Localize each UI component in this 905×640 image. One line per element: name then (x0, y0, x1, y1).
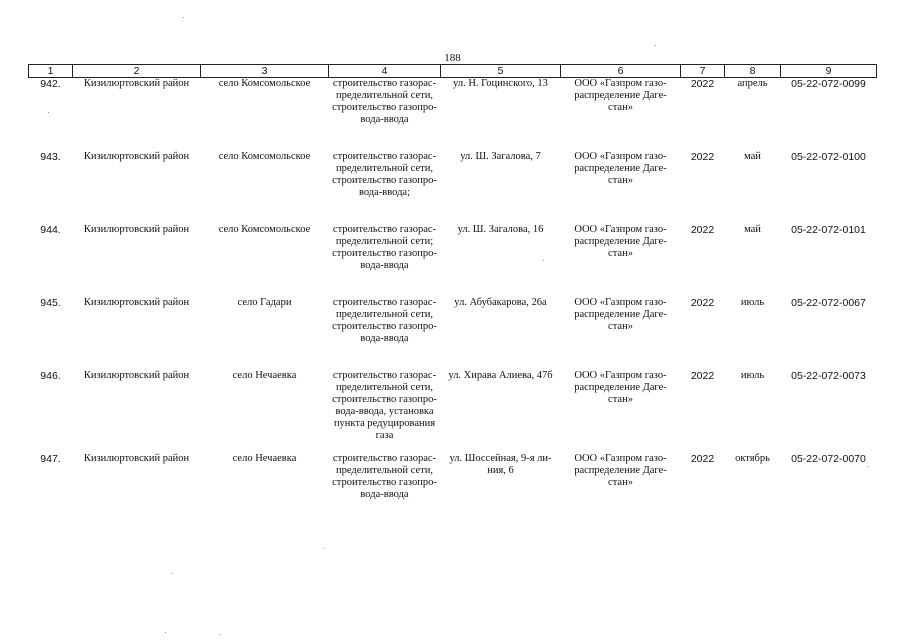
code-cell: 05-22-072-0073 (791, 370, 866, 382)
table-row (29, 78, 877, 152)
month-cell: май (744, 151, 761, 162)
settlement-cell: село Комсомольское (218, 224, 311, 235)
district-cell: Кизилюртовский район (83, 78, 190, 89)
settlement-cell: село Комсомольское (218, 151, 311, 162)
row-number: 943. (40, 151, 61, 163)
district-cell: Кизилюртовский район (83, 151, 190, 162)
scan-speck (172, 573, 173, 574)
month-cell: октябрь (735, 453, 770, 464)
work-cell: строительство газорас-пределительной сети, строительство газопро-вода-ввода (332, 453, 437, 500)
scan-speck (183, 17, 184, 18)
month-cell: май (744, 224, 761, 235)
page-number: 188 (444, 52, 461, 64)
scan-speck (48, 112, 49, 113)
organization-cell: ООО «Газпром газо-распределение Даге-стан» (574, 78, 667, 113)
district-cell: Кизилюртовский район (83, 453, 190, 464)
organization-cell: ООО «Газпром газо-распределение Даге-стан» (574, 297, 667, 332)
column-header: 2 (73, 65, 201, 78)
organization-cell: ООО «Газпром газо-распределение Даге-стан» (574, 370, 667, 405)
settlement-cell: село Комсомольское (218, 78, 311, 89)
table-row (29, 453, 877, 513)
column-header: 9 (781, 65, 877, 78)
address-cell: ул. Абубакарова, 26а (454, 297, 547, 308)
row-number: 942. (40, 78, 61, 90)
code-cell: 05-22-072-0067 (791, 297, 866, 309)
table-row (29, 151, 877, 224)
code-cell: 05-22-072-0101 (791, 224, 866, 236)
scan-speck (323, 548, 324, 549)
scan-speck (220, 634, 221, 635)
organization-cell: ООО «Газпром газо-распределение Даге-стан» (574, 224, 667, 259)
row-number: 945. (40, 297, 61, 309)
code-cell: 05-22-072-0099 (791, 78, 866, 90)
work-cell: строительство газорас-пределительной сети, строительство газопро-вода-ввода; (332, 151, 437, 198)
settlement-cell: село Нечаевка (232, 370, 297, 381)
organization-cell: ООО «Газпром газо-распределение Даге-стан» (574, 151, 667, 186)
work-cell: строительство газорас-пределительной сети, строительство газопро-вода-ввода (332, 78, 437, 125)
work-cell: строительство газорас-пределительной сети; строительство газопро-вода-ввода (332, 224, 437, 271)
district-cell: Кизилюртовский район (83, 297, 190, 308)
work-cell: строительство газорас-пределительной сети, строительство газопро-вода-ввода (332, 297, 437, 344)
settlement-cell: село Гадари (237, 297, 292, 308)
code-cell: 05-22-072-0100 (791, 151, 866, 163)
address-cell: ул. Шоссейная, 9-я ли-ния, 6 (449, 453, 552, 476)
column-header: 1 (29, 65, 73, 78)
column-header: 7 (681, 65, 725, 78)
scan-speck (868, 466, 869, 467)
scan-speck (655, 45, 656, 46)
table-row (29, 297, 877, 370)
work-cell: строительство газорас-пределительной сети, строительство газопро-вода-ввода, установка пункта редуцирования газа (332, 370, 437, 441)
year-cell: 2022 (690, 297, 715, 309)
table-row (29, 370, 877, 453)
column-number-header (29, 65, 877, 78)
table-row (29, 224, 877, 297)
year-cell: 2022 (690, 453, 715, 465)
year-cell: 2022 (690, 370, 715, 382)
address-cell: ул. Ш. Загалова, 16 (457, 224, 544, 235)
address-cell: ул. Ш. Загалова, 7 (460, 151, 541, 162)
district-cell: Кизилюртовский район (83, 370, 190, 381)
gasification-table (28, 64, 877, 513)
column-header: 6 (561, 65, 681, 78)
row-number: 944. (40, 224, 61, 236)
scan-speck (165, 632, 166, 633)
year-cell: 2022 (690, 224, 715, 236)
month-cell: июль (740, 297, 765, 308)
address-cell: ул. Н. Гоцинского, 13 (453, 78, 548, 89)
month-cell: апрель (737, 78, 768, 89)
column-header: 3 (201, 65, 329, 78)
district-cell: Кизилюртовский район (83, 224, 190, 235)
month-cell: июль (740, 370, 765, 381)
column-header: 5 (441, 65, 561, 78)
column-header: 8 (725, 65, 781, 78)
year-cell: 2022 (690, 78, 715, 90)
scan-speck (543, 260, 544, 261)
column-header: 4 (329, 65, 441, 78)
year-cell: 2022 (690, 151, 715, 163)
row-number: 947. (40, 453, 61, 465)
code-cell: 05-22-072-0070 (791, 453, 866, 465)
organization-cell: ООО «Газпром газо-распределение Даге-стан» (574, 453, 667, 488)
row-number: 946. (40, 370, 61, 382)
settlement-cell: село Нечаевка (232, 453, 297, 464)
address-cell: ул. Хирава Алиева, 47б (448, 370, 553, 381)
